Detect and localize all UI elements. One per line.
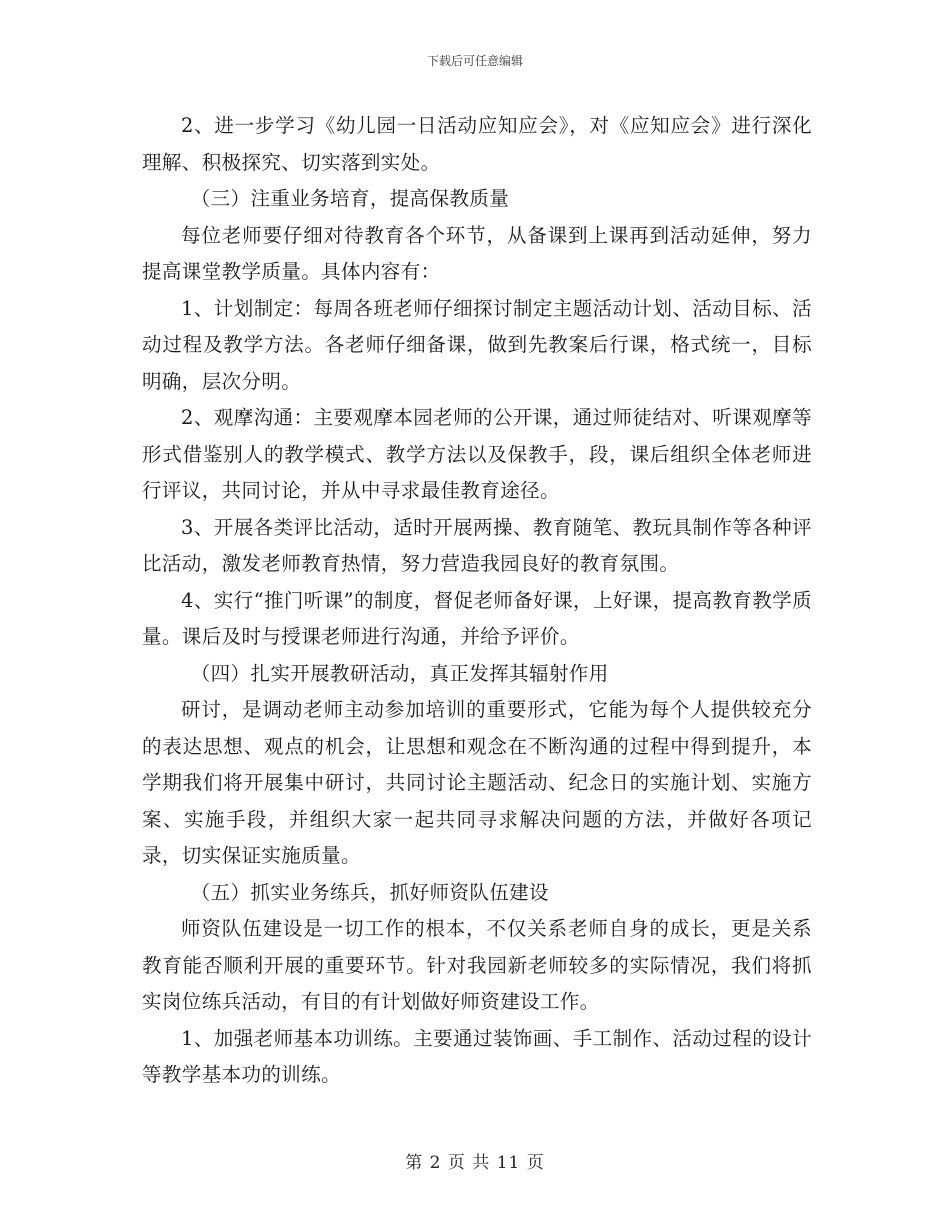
page-header: 下载后可任意编辑 xyxy=(426,54,523,68)
section-heading: （四）扎实开展教研活动，真正发挥其辐射作用 xyxy=(190,661,609,685)
paragraph: 4、实行“推门听课”的制度，督促老师备好课，上好课，提高教育教学质量。课后及时与授课老师进行沟通，并给予评价。 xyxy=(142,588,812,648)
paragraph: 师资队伍建设是一切工作的根本，不仅关系老师自身的成长，更是关系教育能否顺利开展的重要环节。针对我园新老师较多的实际情况，我们将抓实岗位练兵活动，有目的有计划做好师资建设工作。 xyxy=(142,917,812,1013)
paragraph: 2、观摩沟通：主要观摩本园老师的公开课，通过师徒结对、听课观摩等形式借鉴别人的教学模式、教学方法以及保教手，段，课后组织全体老师进行评议，共同讨论，并从中寻求最佳教育途径。 xyxy=(142,406,812,502)
section-heading: （五）抓实业务练兵，抓好师资队伍建设 xyxy=(190,880,549,904)
section-heading: （三）注重业务培育，提高保教质量 xyxy=(190,187,510,210)
paragraph: 每位老师要仔细对待教育各个环节，从备课到上课再到活动延伸，努力提高课堂教学质量。具体内容有： xyxy=(142,223,812,283)
page-number-footer: 第 2 页 共 11 页 xyxy=(405,1153,545,1173)
paragraph: 3、开展各类评比活动，适时开展两操、教育随笔、教玩具制作等各种评比活动，激发老师教育热情，努力营造我园良好的教育氛围。 xyxy=(142,515,812,575)
paragraph: 1、加强老师基本功训练。主要通过装饰画、手工制作、活动过程的设计等教学基本功的训练。 xyxy=(142,1026,812,1086)
paragraph: 研讨，是调动老师主动参加培训的重要形式，它能为每个人提供较充分的表达思想、观点的机会，让思想和观念在不断沟通的过程中得到提升，本学期我们将开展集中研讨，共同讨论主题活动、纪念日的实施计划、实施方案、实施手段，并组织大家一起共同寻求解决问题的方法，并做好各项记录，切实保证实施质量。 xyxy=(142,698,812,867)
paragraph: 1、计划制定：每周各班老师仔细探讨制定主题活动计划、活动目标、活动过程及教学方法。各老师仔细备课，做到先教案后行课，格式统一，目标明确，层次分明。 xyxy=(142,296,812,393)
document-body xyxy=(142,108,812,1094)
paragraph: 2、进一步学习《幼儿园一日活动应知应会》，对《应知应会》进行深化理解、积极探究、切实落到实处。 xyxy=(142,114,812,174)
